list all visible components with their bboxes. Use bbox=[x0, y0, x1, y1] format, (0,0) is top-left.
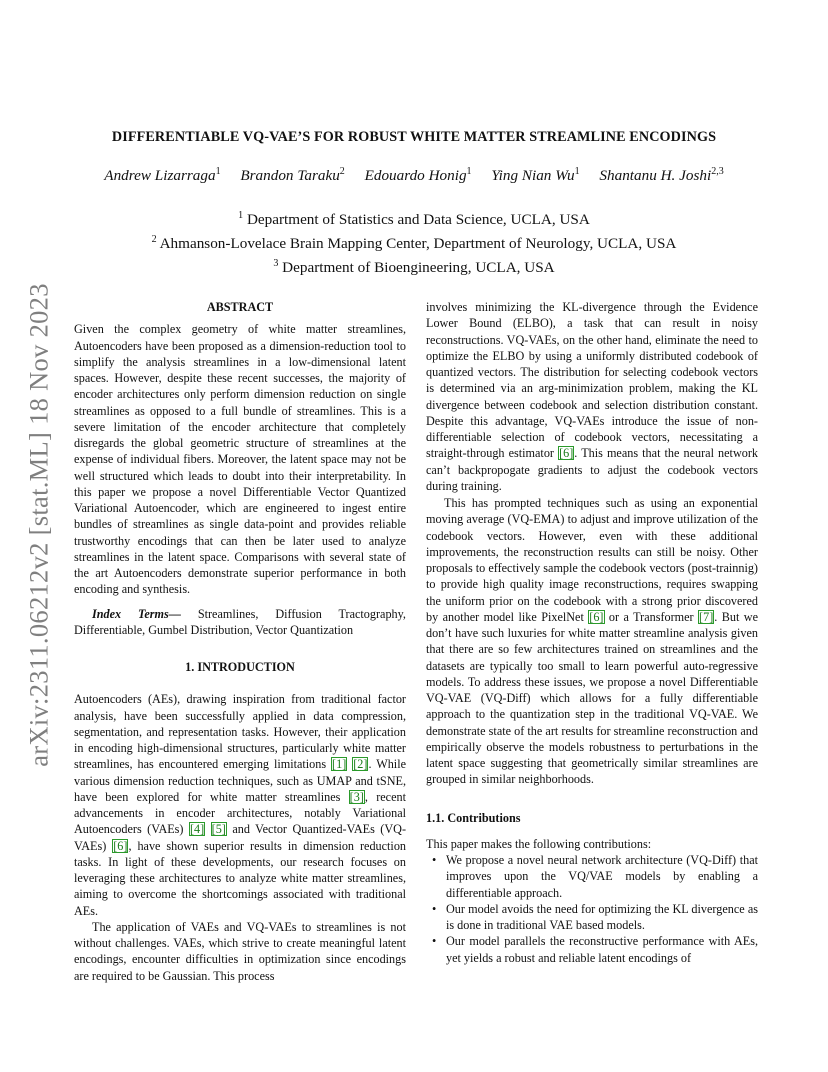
citation-link[interactable]: [4] bbox=[189, 822, 205, 837]
author: Brandon Taraku$^2$ bbox=[240, 166, 345, 185]
left-column bbox=[74, 299, 406, 984]
abstract-heading: ABSTRACT bbox=[206, 300, 274, 314]
citation-link[interactable]: [1] bbox=[332, 757, 347, 772]
author: Shantanu H. Joshi$^{2,3}$ bbox=[599, 166, 724, 185]
author: Edouardo Honig$^1$ bbox=[364, 166, 472, 185]
contributions-list bbox=[426, 852, 758, 966]
intro-paragraph: The application of VAEs and VQ-VAEs to streamlines is not without challenges. VAEs, which strive to create meaningful latent encodings, encounter difficulties in optimization since encodings are required to be Gaussian. This process bbox=[74, 919, 406, 983]
intro-paragraph: Autoencoders (AEs), drawing inspiration from traditional factor analysis, have been successfully applied in data compression, segmentation, and representation tasks. However, their application in encoding high-dimensional structures, particularly white matter streamlines, has encountered emerging limitations [1] [2]. While various dimension reduction techniques, such as UMAP and tSNE, have been explored for white matter streamlines [3], recent advancements in encoder architectures, notably Variational Autoencoders (VAEs) [4] [5] and Vector Quantized-VAEs (VQ-VAEs) [6], have shown superior results in dimension reduction tasks. In light of these developments, our research focuses on leveraging these architectures to analyze white matter streamlines, aiming to overcome the shortcomings associated with traditional AEs. bbox=[74, 692, 407, 918]
intro-paragraph: This has prompted techniques such as using an exponential moving average (VQ-EMA) to adjust and improve utilization of the codebook vectors. However, even with these additional improvements, the reconstruction results can still be noisy. Other proposals to effectively sample the codebook vectors (post-trainnig) to provide high quality image reconstructions, requires swapping the uniform prior on the codebook with a strong prior discovered by another model like PixelNet [6] or a Transformer [7]. But we don’t have such luxuries for white matter streamline analysis given that there are so few architectures trained on streamlines and the datasets are typically too small to learn powerful auto-regressive models. To address these issues, we propose a novel Differentiable VQ-VAE (VQ-Diff) which allows for a fully differentiable approach to the quantization step in the traditional VQ-VAE. We demonstrate state of the art results for streamline reconstruction and empirically observe the models robustness to perturbations in the latent space suggesting that geometrically similar streamlines are grouped in similar neighborhoods. bbox=[426, 496, 758, 787]
paper-title: DIFFERENTIABLE VQ-VAE’S FOR ROBUST WHITE MATTER STREAMLINE ENCODINGS bbox=[111, 129, 717, 145]
citation-link[interactable]: [7] bbox=[699, 609, 714, 624]
affiliations bbox=[60, 206, 768, 278]
list-item: • We propose a novel neural network architecture (VQ-Diff) that improves upon the VQ/VAE models by enabling a differentiable approach. bbox=[426, 852, 758, 901]
list-item: • Our model avoids the need for optimizing the KL divergence as is done in traditional VAE based models. bbox=[426, 901, 758, 934]
list-item: • Our model parallels the reconstructive performance with AEs, yet yields a robust and reliable latent encodings of bbox=[426, 933, 758, 966]
citation-link[interactable]: [6] bbox=[559, 446, 574, 461]
author: Ying Nian Wu$^1$ bbox=[491, 166, 580, 185]
arxiv-identifier: arXiv:2311.06212v2 [stat.ML] 18 Nov 2023 bbox=[23, 283, 54, 767]
author: Andrew Lizarraga$^1$ bbox=[104, 166, 221, 185]
citation-link[interactable]: [6] bbox=[589, 609, 604, 624]
abstract-text: Given the complex geometry of white matter streamlines, Autoencoders have been proposed as a dimension-reduction tool to simplify the analysis streamlines in a low-dimensional latent spaces. However, despite these recent successes, the majority of encoder architectures only perform dimension reduction on single streamlines as opposed to a full bundle of streamlines. This is a severe limitation of the encoder architecture that completely disregards the global geometric structure of streamlines at the expense of individual fibers. Moreover, the latent space may not be well structured which leads to doubt into their interpretability. In this paper we propose a novel Differentiable Vector Quantized Variational Autoencoder, which are engineered to ingest entire bundles of streamlines as single data-point and provides reliable trustworthy encodings that can then be later used to analyze streamlines in the latent space. Comparisons with several state of the art Autoencoders demonstrate superior performance in both encoding and synthesis. bbox=[74, 322, 406, 597]
citation-link[interactable]: [5] bbox=[211, 822, 226, 837]
citation-link[interactable]: [6] bbox=[113, 838, 128, 853]
contributions-lead: This paper makes the following contributions: bbox=[426, 836, 652, 851]
right-column bbox=[426, 299, 758, 966]
affiliation: $^3$ Department of Bioengineering, UCLA, USA bbox=[273, 258, 555, 277]
author-list bbox=[60, 166, 768, 185]
arxiv-sidebar-stamp bbox=[14, 277, 64, 773]
index-terms: Index Terms— Streamlines, Diffusion Tractography, Differentiable, Gumbel Distribution, Vector Quantization bbox=[74, 606, 406, 637]
citation-link[interactable]: [2] bbox=[353, 757, 368, 772]
citation-link[interactable]: [3] bbox=[349, 789, 364, 804]
affiliation: $^1$ Department of Statistics and Data Science, UCLA, USA bbox=[238, 210, 590, 229]
contributions-heading: 1.1. Contributions bbox=[426, 810, 521, 825]
introduction-heading: 1. INTRODUCTION bbox=[185, 660, 295, 674]
intro-paragraph: involves minimizing the KL-divergence through the Evidence Lower Bound (ELBO), a task that can result in noisy reconstructions. VQ-VAEs, on the other hand, eliminate the need to optimize the ELBO by using a uniformly distributed codebook of quantized vectors. The distribution for selecting codebook vectors is determined via an arg-minimization problem, making the KL divergence between codebook and selection distribution constant. Despite this advantage, VQ-VAEs introduce the issue of non-differentiable selection of codebook vectors, necessitating a straight-through estimator [6]. This means that the neural network can’t backpropogate gradients to adjust the codebook vectors during training. bbox=[426, 300, 758, 493]
index-terms-label: Index Terms— bbox=[92, 606, 181, 621]
affiliation: $^2$ Ahmanson-Lovelace Brain Mapping Center, Department of Neurology, UCLA, USA bbox=[151, 234, 677, 253]
